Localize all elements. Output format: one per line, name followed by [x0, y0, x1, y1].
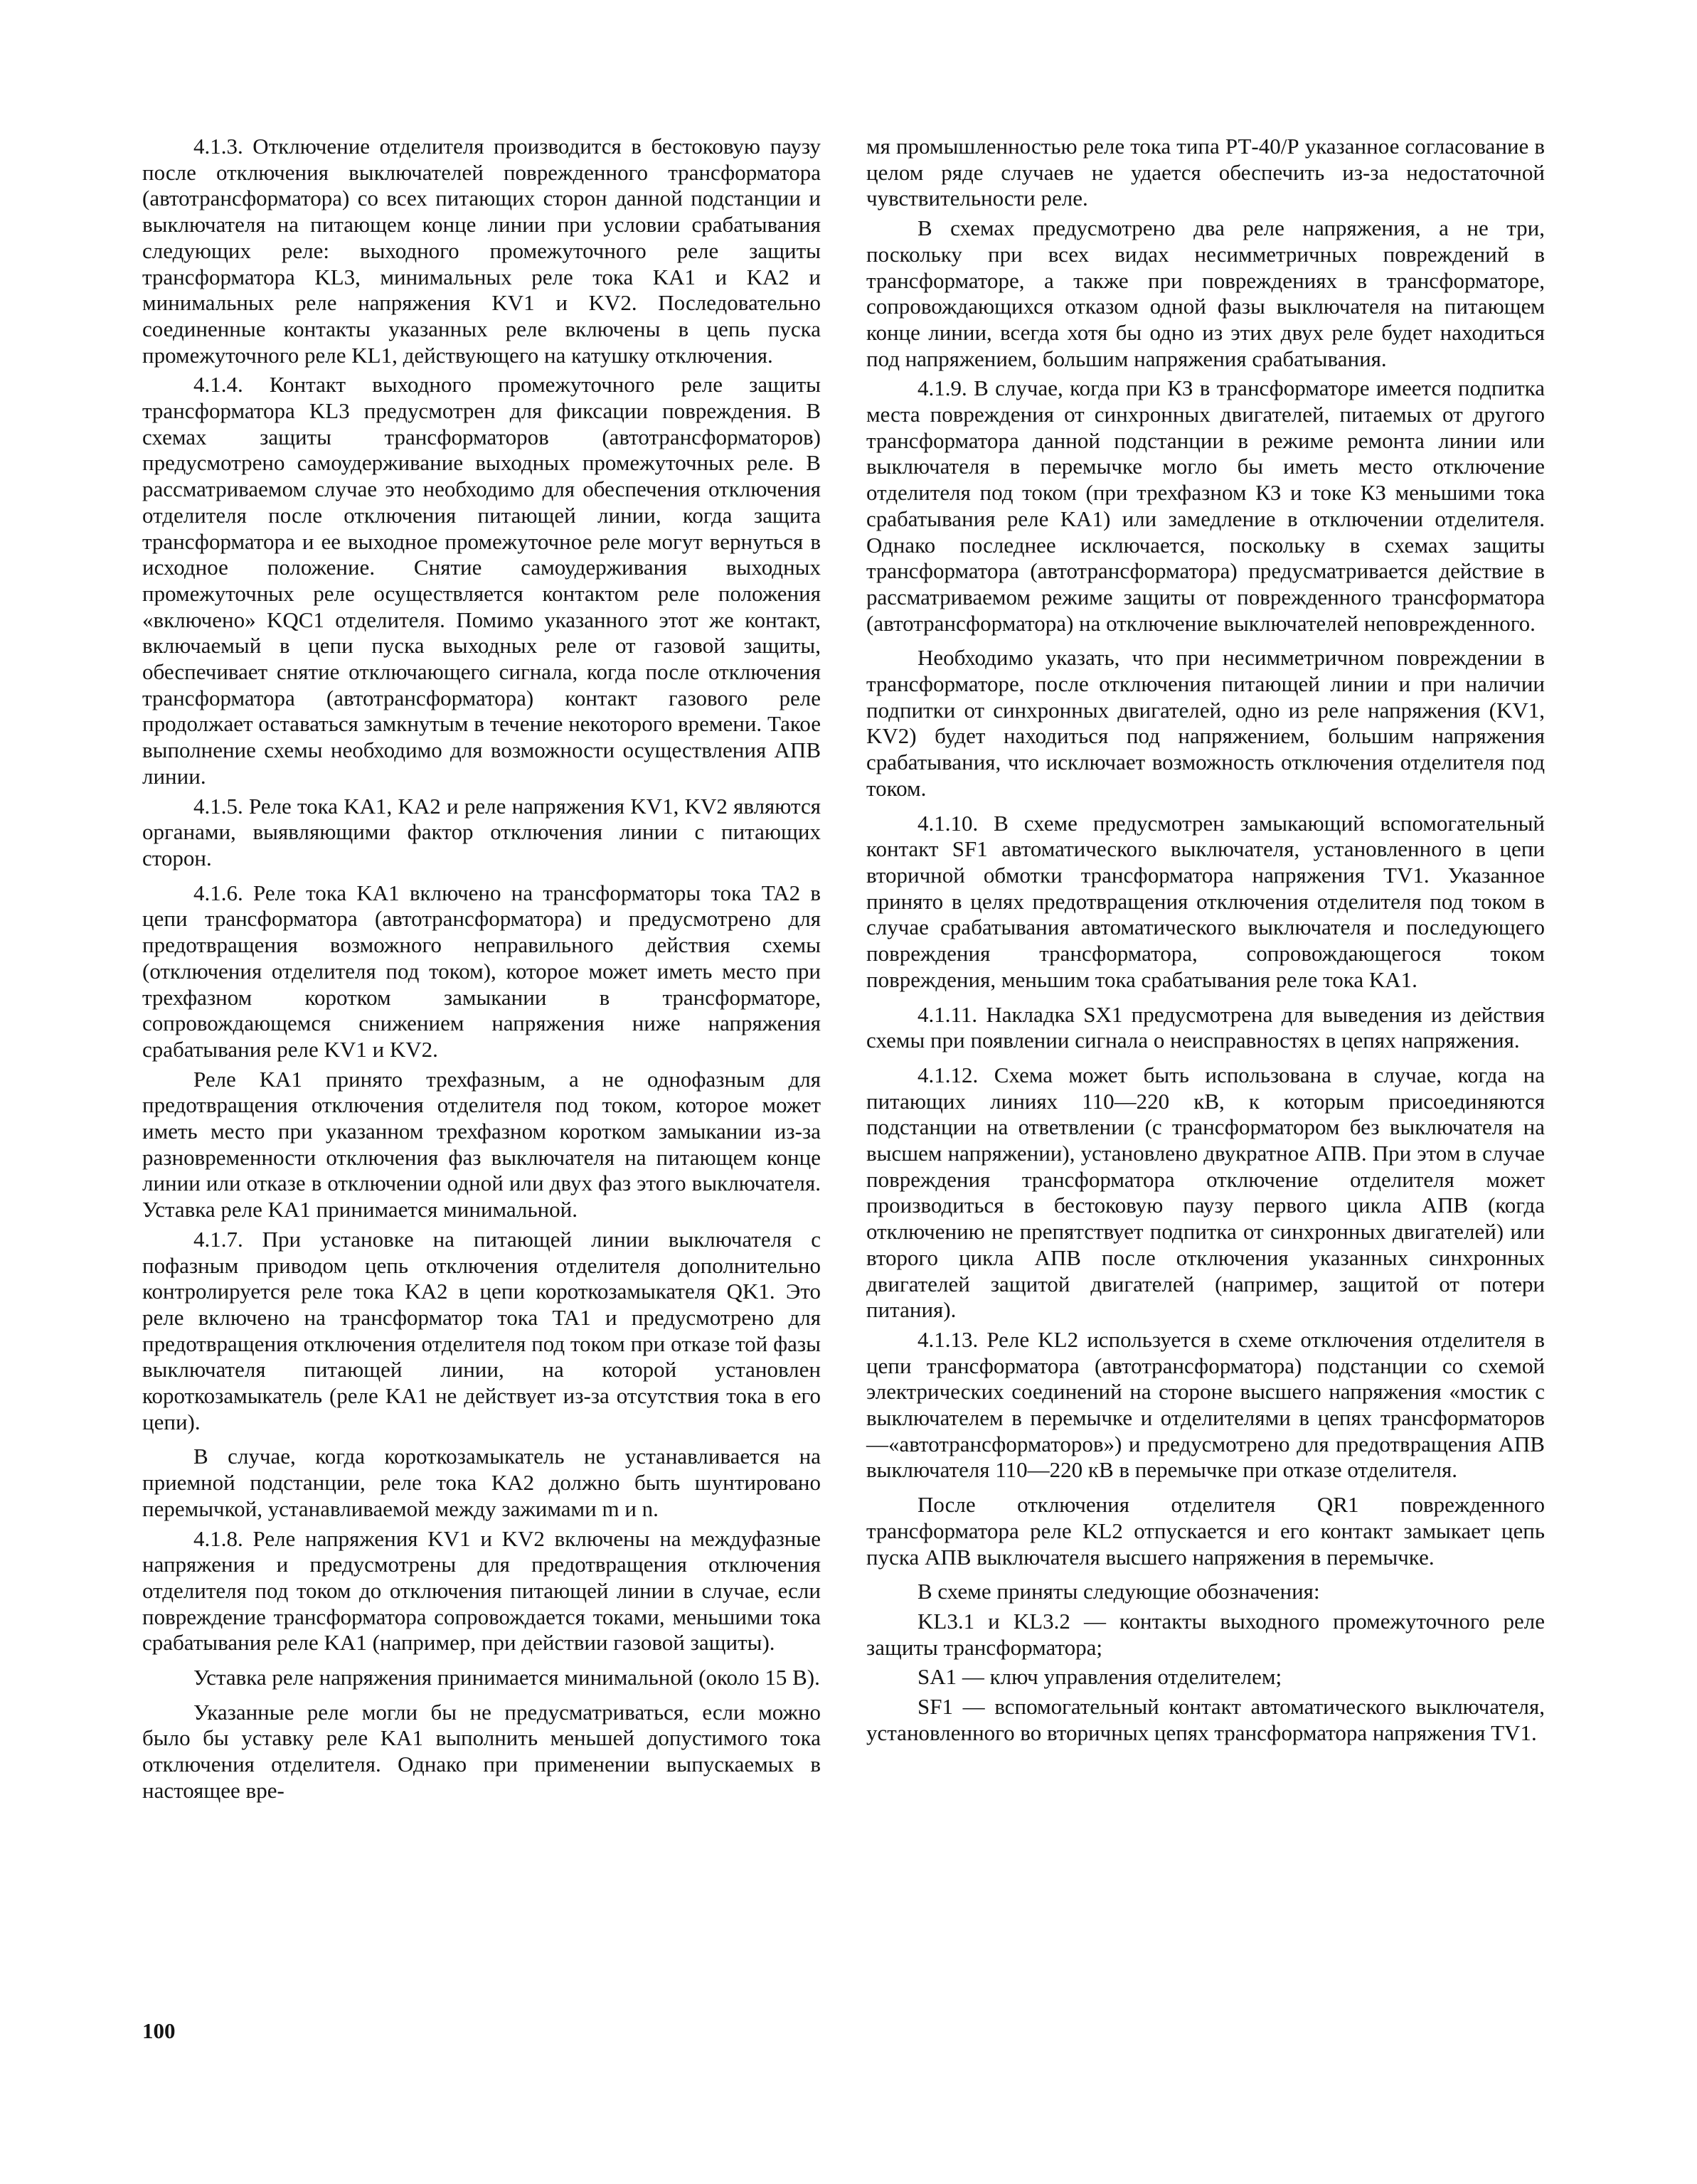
paragraph-4-1-10: 4.1.10. В схеме предусмотрен замыкающий вспомогательный контакт SF1 автоматического выключателя, установленного в цепи вторичной обмотки трансформатора напряжения TV1. Указанное принято в целях предотвращения отключения отделителя под током в случае срабатывания автоматического выключателя и последующего повреждения трансформатора, сопровождающегося током повреждения, меньшим тока срабатывания реле тока KA1.	[866, 810, 1545, 992]
right-column	[866, 134, 1545, 1749]
paragraph-4-1-3: 4.1.3. Отключение отделителя производится в бестоковую паузу после отключения выключателей поврежденного трансформатора (автотрансформатора) со всех питающих сторон данной подстанции и выключателя на питающем конце линии при условии срабатывания следующих реле: выходного промежуточного реле защиты трансформатора KL3, минимальных реле тока KA1 и KA2 и минимальных реле напряжения KV1 и KV2. Последовательно соединенные контакты указанных реле включены в цепь пуска промежуточного реле KL1, действующего на катушку отключения.	[142, 134, 821, 368]
page-number: 100	[142, 2018, 176, 2043]
paragraph-4-1-4: 4.1.4. Контакт выходного промежуточного реле защиты трансформатора KL3 предусмотрен для фиксации повреждения. В схемах защиты трансформаторов (автотрансформаторов) предусмотрено самоудерживание выходных промежуточных реле. В рассматриваемом случае это необходимо для обеспечения отключения отделителя после отключения питающей линии, когда защита трансформатора и ее выходное промежуточное реле могут вернуться в исходное положение. Снятие самоудерживания выходных промежуточных реле осуществляется контактом реле положения «включено» KQC1 отделителя. Помимо указанного этот же контакт, включаемый в цепи пуска выходных реле от газовой защиты, обеспечивает снятие отключающего сигнала, когда после отключения трансформатора (автотрансформатора) контакт газового реле продолжает оставаться замкнутым в течение некоторого времени. Такое выполнение схемы необходимо для возможности осуществления АПВ линии.	[142, 372, 821, 789]
paragraph-4-1-13: 4.1.13. Реле KL2 используется в схеме отключения отделителя в цепи трансформатора (автотрансформатора) подстанции со схемой электрических соединений на стороне высшего напряжения «мостик с выключателем в перемычке и отделителями в цепях трансформаторов —«автотрансформаторов») и предусмотрено для предотвращения АПВ выключателя 110—220 кВ в перемычке при отказе отделителя.	[866, 1326, 1545, 1483]
paragraph-4-1-5: 4.1.5. Реле тока KA1, KA2 и реле напряжения KV1, KV2 являются органами, выявляющими фактор отключения линии с питающих сторон.	[142, 793, 821, 870]
paragraph-4-1-11: 4.1.11. Накладка SX1 предусмотрена для выведения из действия схемы при появлении сигнала о неисправностях в цепях напряжения.	[866, 1001, 1545, 1053]
paragraph-4-1-12: 4.1.12. Схема может быть использована в случае, когда на питающих линиях 110—220 кВ, к которым присоединяются подстанции на ответвлении (с трансформатором без выключателя на высшем напряжении), установлено двукратное АПВ. При этом в случае повреждения трансформатора отключение отделителя может производиться в бестоковую паузу первого цикла АПВ (когда отключению не препятствует подпитка от синхронных двигателей) или второго цикла АПВ после отключения указанных синхронных двигателей защитой двигателей (например, защитой от потери питания).	[866, 1062, 1545, 1323]
paragraph-4-1-7: 4.1.7. При установке на питающей линии выключателя с пофазным приводом цепь отключения отделителя дополнительно контролируется реле тока KA2 в цепи короткозамыкателя QK1. Это реле включено на трансформатор тока TA1 и предусмотрено для предотвращения отключения отделителя под током при отказе той фазы выключателя питающей линии, на которой установлен короткозамыкатель (реле KA1 не действует из-за отсутствия тока в его цепи).	[142, 1226, 821, 1434]
paragraph-asymmetric-fault: Необходимо указать, что при несимметричном повреждении в трансформаторе, после отключения питающей линии и при наличии подпитки от синхронных двигателей, одно из реле напряжения (KV1, KV2) будет находиться под напряжением, большим напряжения срабатывания, что исключает возможность отключения отделителя под током.	[866, 645, 1545, 801]
paragraph-designations-intro: В схеме приняты следующие обозначения:	[917, 1579, 1320, 1604]
designation-sa1: SA1 — ключ управления отделителем;	[917, 1664, 1282, 1690]
paragraph-after-disconnect: После отключения отделителя QR1 поврежденного трансформатора реле KL2 отпускается и его контакт замыкает цепь пуска АПВ выключателя высшего напряжения в перемычке.	[866, 1492, 1545, 1570]
designation-kl3: KL3.1 и KL3.2 — контакты выходного промежуточного реле защиты трансформатора;	[866, 1608, 1545, 1660]
paragraph-relays-note: Указанные реле могли бы не предусматриваться, если можно было бы уставку реле KA1 выполнить меньшей допустимого тока отключения отделителя. Однако при применении выпускаемых в настоящее вре-	[142, 1699, 821, 1803]
paragraph-4-1-9: 4.1.9. В случае, когда при КЗ в трансформаторе имеется подпитка места повреждения от синхронных двигателей, питаемых от другого трансформатора данной подстанции в режиме ремонта линии или выключателя в перемычке могло бы иметь место отключение отделителя под током (при трехфазном КЗ и токе КЗ меньшими тока срабатывания реле KA1) или замедление в отключении отделителя. Однако последнее исключается, поскольку в схемах защиты трансформатора (автотрансформатора) предусматривается действие в рассматриваемом режиме защиты от поврежденного трансформатора (автотрансформатора) на отключение выключателей неповрежденного.	[866, 375, 1545, 636]
paragraph-two-relays: В схемах предусмотрено два реле напряжения, а не три, поскольку при всех видах несимметричных повреждений в трансформаторе, а также при повреждениях в трансформаторе, сопровождающихся отказом одной фазы выключателя на питающем конце линии, всегда хотя бы одно из этих двух реле будет находиться под напряжением, большим напряжения срабатывания.	[866, 215, 1545, 371]
designation-sf1: SF1 — вспомогательный контакт автоматического выключателя, установленного во вторичных цепях трансформатора напряжения TV1.	[866, 1694, 1545, 1745]
paragraph-voltage-setting: Уставка реле напряжения принимается минимальной (около 15 В).	[193, 1665, 820, 1690]
paragraph-4-1-8: 4.1.8. Реле напряжения KV1 и KV2 включены на междуфазные напряжения и предусмотрены для предотвращения отключения отделителя под током до отключения питающей линии в случае, если повреждение трансформатора сопровождается токами, меньшими тока срабатывания реле KA1 (например, при действии газовой защиты).	[142, 1525, 821, 1656]
paragraph-ka1-threephase: Реле KA1 принято трехфазным, а не однофазным для предотвращения отключения отделителя под током, которое может иметь место при указанном трехфазном коротком замыкании из-за разновременности отключения фаз выключателя на питающем конце линии или отказе в отключении одной или двух фаз этого выключателя. Уставка реле KA1 принимается минимальной.	[142, 1066, 821, 1222]
paragraph-continuation: мя промышленностью реле тока типа РТ-40/Р указанное согласование в целом ряде случаев не удается обеспечить из-за недостаточной чувствительности реле.	[866, 134, 1545, 211]
paragraph-shortcircuiter: В случае, когда короткозамыкатель не устанавливается на приемной подстанции, реле тока KA2 должно быть шунтировано перемычкой, устанавливаемой между зажимами m и n.	[142, 1444, 821, 1521]
left-column	[142, 134, 821, 1808]
paragraph-4-1-6: 4.1.6. Реле тока KA1 включено на трансформаторы тока TA2 в цепи трансформатора (автотрансформатора) и предусмотрено для предотвращения возможного неправильного действия схемы (отключения отделителя под током), которое может иметь место при трехфазном коротком замыкании в трансформаторе, сопровождающемся снижением напряжения ниже напряжения срабатывания реле KV1 и KV2.	[142, 880, 821, 1062]
